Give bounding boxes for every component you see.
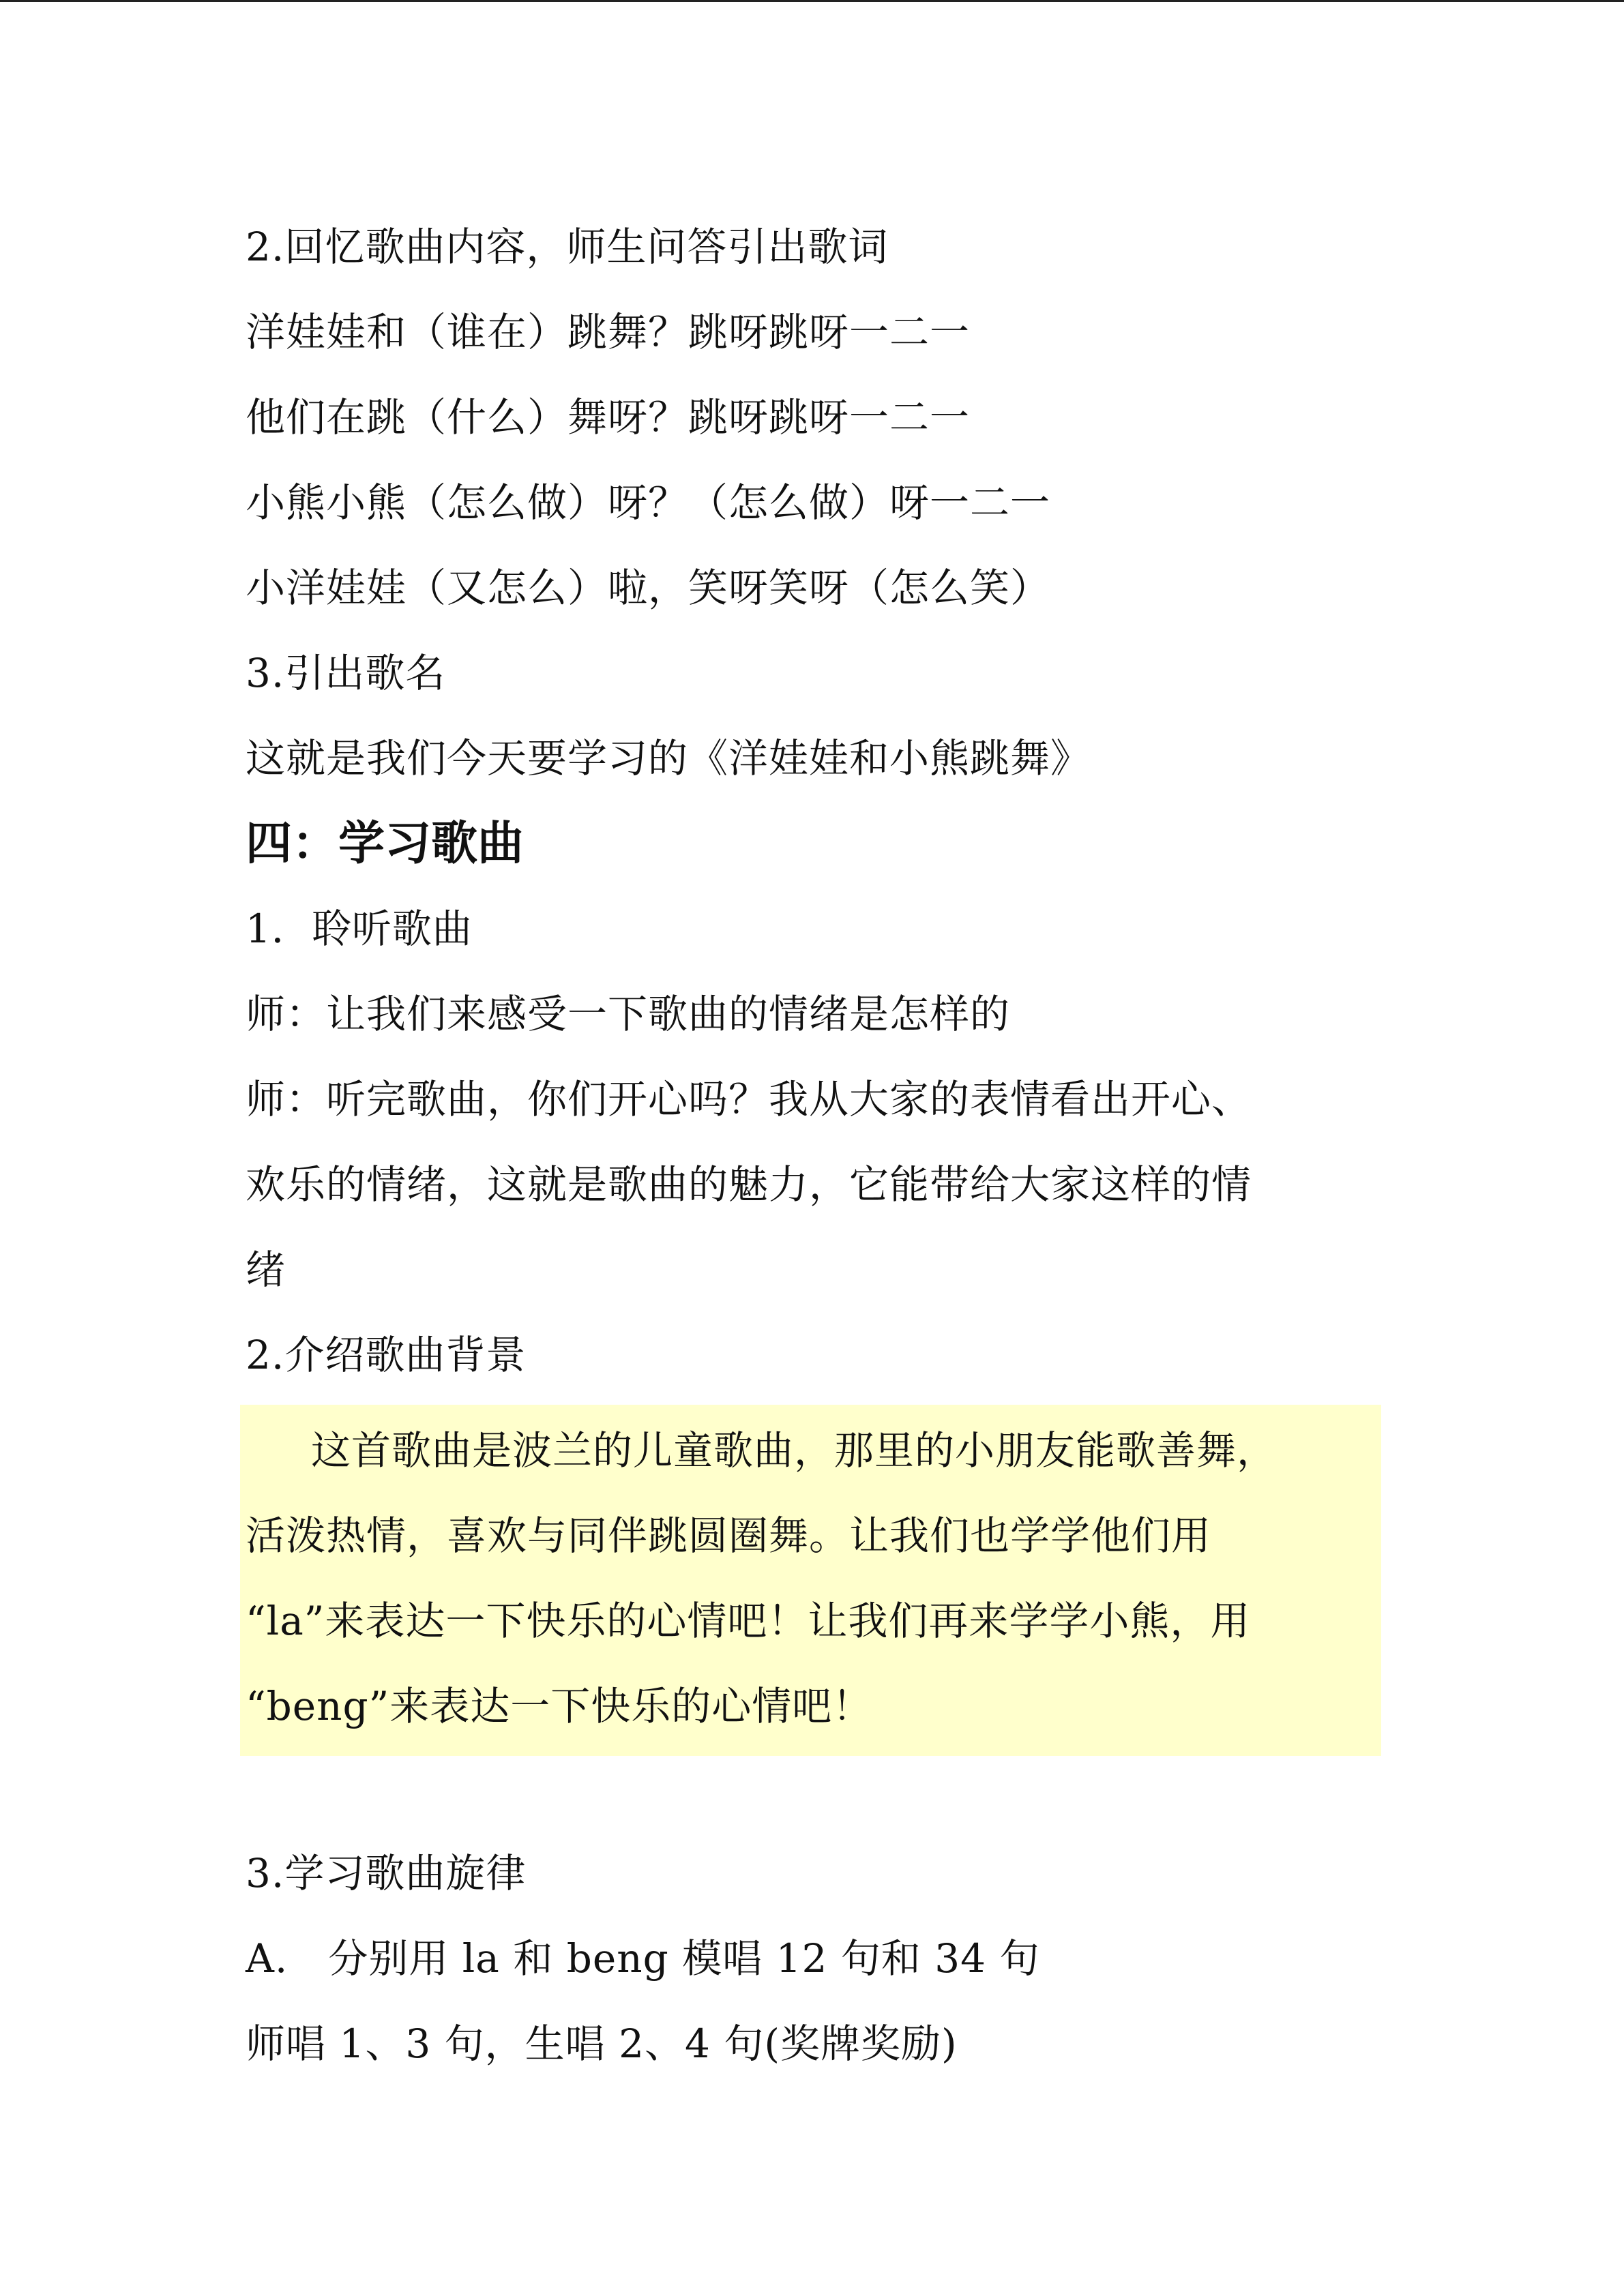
text-line: 小熊小熊（怎么做）呀？（怎么做）呀一二一 [246,479,1051,526]
text-line: 绪 [246,1247,286,1293]
text-line: 3.引出歌名 [246,650,446,696]
highlight-line: 这首歌曲是波兰的儿童歌曲，那里的小朋友能歌善舞， [311,1427,1278,1474]
section-heading: 四：学习歌曲 [246,817,525,871]
text-line: 1．聆听歌曲 [246,906,473,952]
text-line: 欢乐的情绪，这就是歌曲的魅力，它能带给大家这样的情 [246,1161,1252,1208]
text-line: 师唱 1、3 句，生唱 2、4 句(奖牌奖励) [246,2021,958,2067]
text-line: 小洋娃娃（又怎么）啦，笑呀笑呀（怎么笑） [246,565,1051,611]
top-border-rule [0,0,1624,2]
text-line: 他们在跳（什么）舞呀？跳呀跳呀一二一 [246,394,971,441]
blank-line [246,1756,1391,1831]
highlight-line: “la”来表达一下快乐的心情吧！让我们再来学学小熊，用 [246,1598,1251,1644]
text-line: 3.学习歌曲旋律 [246,1850,527,1896]
highlighted-paragraph [240,1405,1381,1756]
text-line: 这就是我们今天要学习的《洋娃娃和小熊跳舞》 [246,735,1091,781]
text-line: 洋娃娃和（谁在）跳舞？跳呀跳呀一二一 [246,309,971,355]
text-line: A. 分别用 la 和 beng 模唱 12 句和 34 句 [246,1935,1040,1982]
highlight-line: “beng”来表达一下快乐的心情吧！ [246,1683,873,1729]
text-line: 2.回忆歌曲内容，师生问答引出歌词 [246,224,889,270]
highlight-line: 活泼热情，喜欢与同伴跳圆圈舞。让我们也学学他们用 [246,1512,1212,1559]
text-line: 师：听完歌曲，你们开心吗？我从大家的表情看出开心、 [246,1076,1252,1122]
text-line: 2.介绍歌曲背景 [246,1332,527,1378]
document-page [246,205,1391,2087]
text-line: 师：让我们来感受一下歌曲的情绪是怎样的 [246,991,1011,1037]
